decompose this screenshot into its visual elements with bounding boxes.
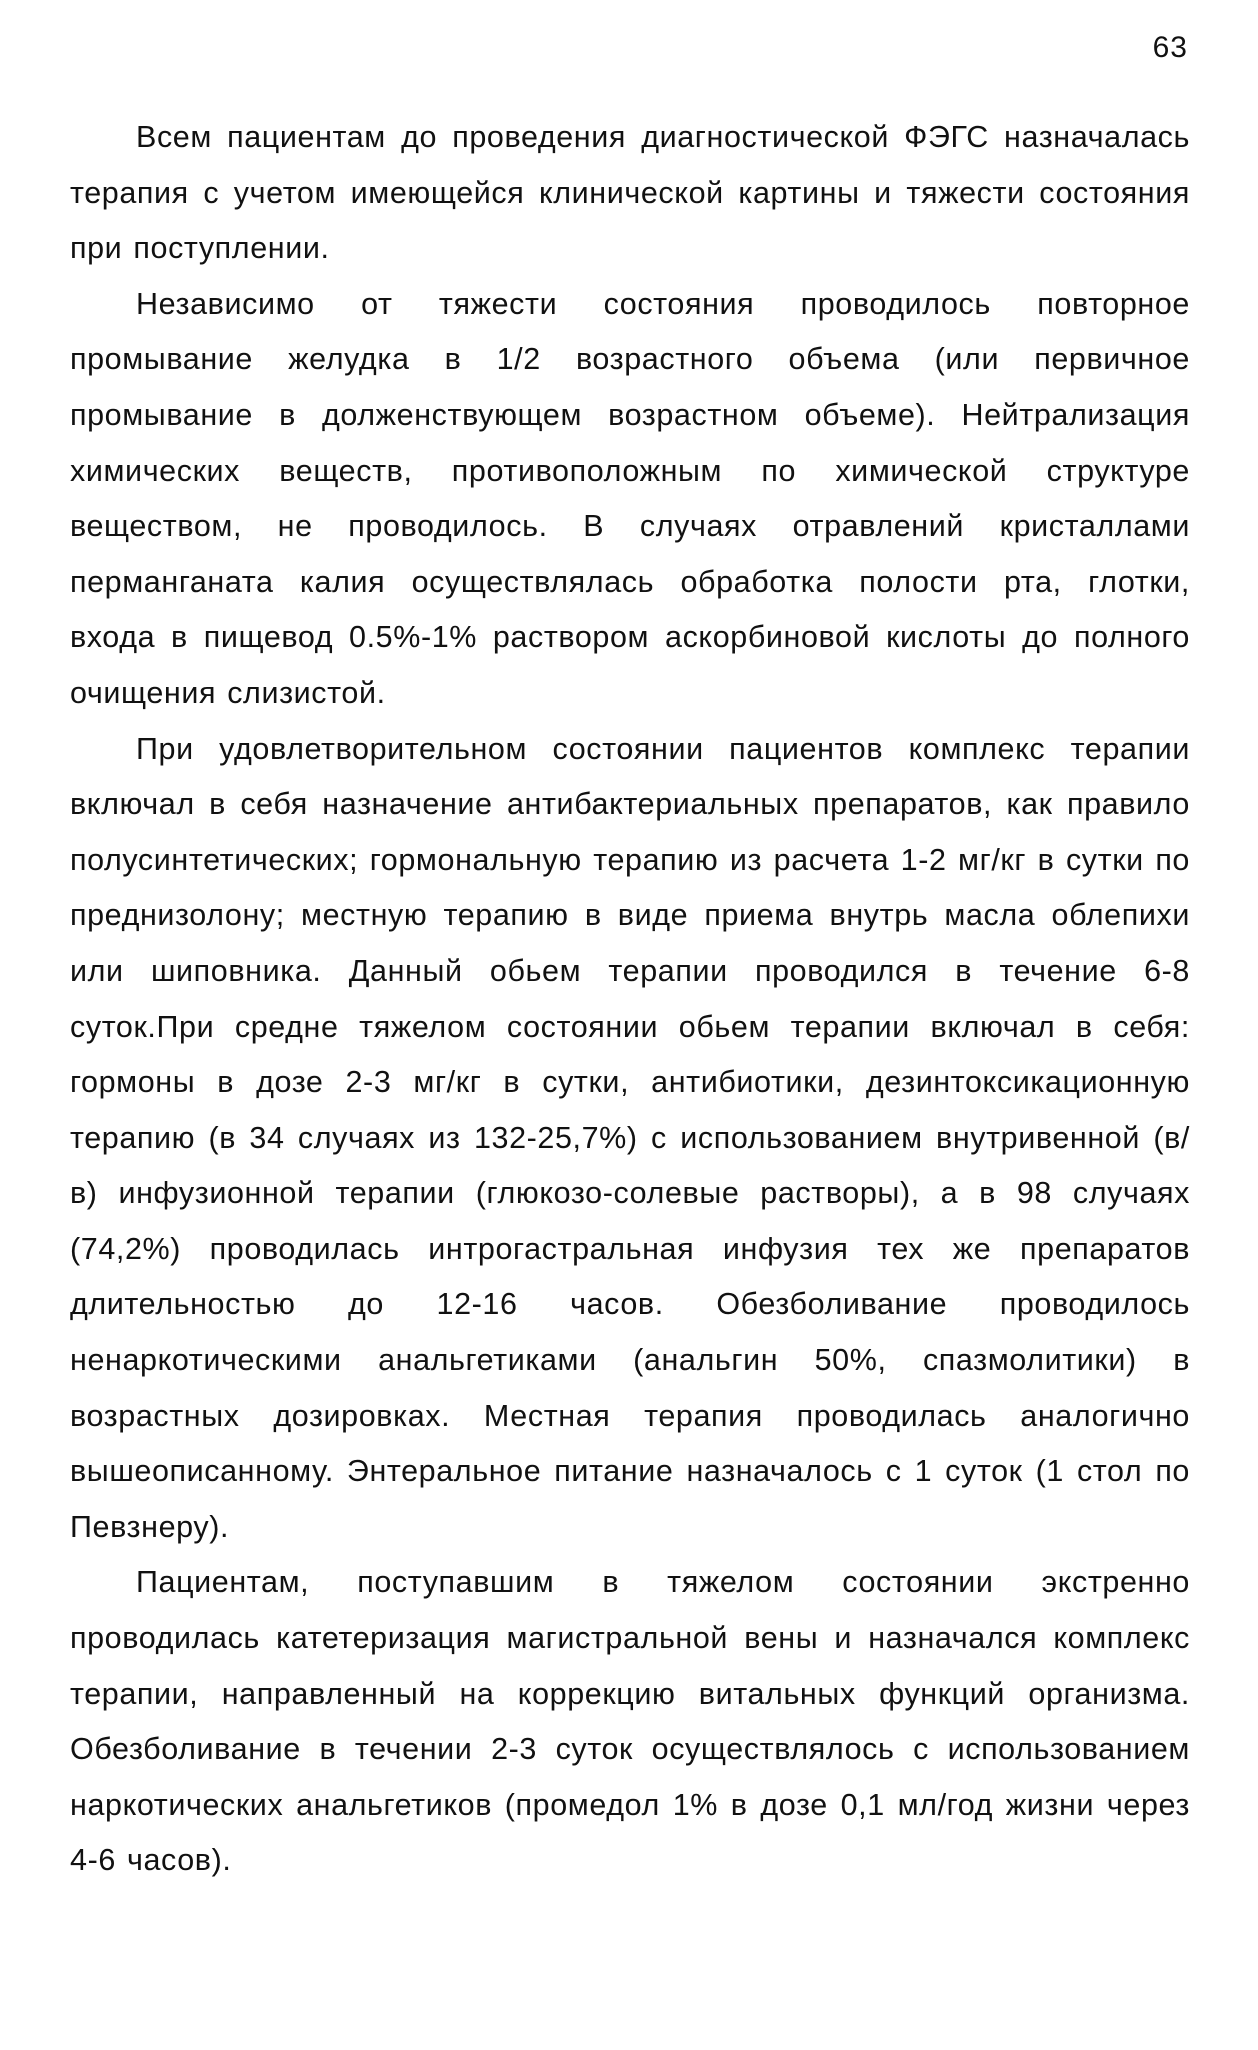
- body-text: [70, 110, 1190, 1889]
- page-number: 63: [1152, 31, 1188, 64]
- paragraph-severe-condition: Пациентам, поступавшим в тяжелом состоянии экстренно проводилась катетеризация магистральной вены и назначался комплекс терапии, направленный на коррекцию витальных функций организма. Обезболивание в течении 2-3 суток осуществлялось с использованием наркотических анальгетиков (промедол 1% в дозе 0,1 мл/год жизни через 4-6 часов).: [70, 1565, 1190, 1878]
- paragraph-therapy-complex: При удовлетворительном состоянии пациентов комплекс терапии включал в себя назначение антибактериальных препаратов, как правило полусинтетических; гормональную терапию из расчета 1-2 мг/кг в сутки по преднизолону; местную терапию в виде приема внутрь масла облепихи или шиповника. Данный обьем терапии проводился в течение 6-8 суток.При средне тяжелом состоянии обьем терапии включал в себя: гормоны в дозе 2-3 мг/кг в сутки, антибиотики, дезинтоксикационную терапию (в 34 случаях из 132-25,7%) с использованием внутривенной (в/в) инфузионной терапии (глюкозо-солевые растворы), а в 98 случаях (74,2%) проводилась интрогастральная инфузия тех же препаратов длительностью до 12-16 часов. Обезболивание проводилось ненаркотическими анальгетиками (анальгин 50%, спазмолитики) в возрастных дозировках. Местная терапия проводилась аналогично вышеописанному. Энтеральное питание назначалось с 1 суток (1 стол по Певзнеру).: [70, 731, 1190, 1544]
- paragraph-gastric-lavage: Независимо от тяжести состояния проводилось повторное промывание желудка в 1/2 возрастного объема (или первичное промывание в долженствующем возрастном объеме). Нейтрализация химических веществ, противоположным по химической структуре веществом, не проводилось. В случаях отравлений кристаллами перманганата калия осуществлялась обработка полости рта, глотки, входа в пищевод 0.5%-1% раствором аскорбиновой кислоты до полного очищения слизистой.: [70, 286, 1190, 710]
- paragraph-initial-therapy: Всем пациентам до проведения диагностической ФЭГС назначалась терапия с учетом имеющейся клинической картины и тяжести состояния при поступлении.: [70, 120, 1190, 266]
